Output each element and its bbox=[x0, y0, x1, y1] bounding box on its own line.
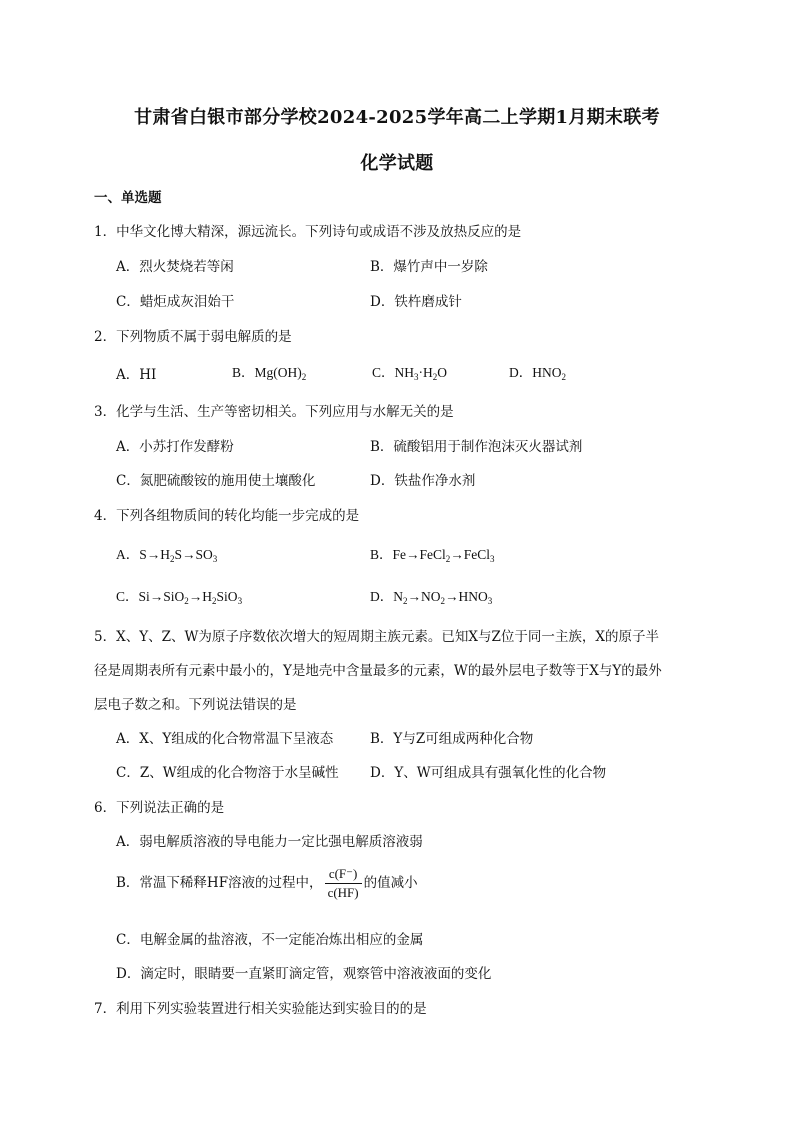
q1-option-d: D．铁杵磨成针 bbox=[370, 294, 462, 310]
formula-part: HNO bbox=[458, 589, 488, 604]
arrow-symbol: → bbox=[188, 589, 203, 604]
formula-part: O bbox=[437, 365, 448, 380]
q3-option-c: C．氮肥硫酸铵的施用使土壤酸化 bbox=[116, 473, 316, 489]
q2-option-c bbox=[372, 361, 447, 382]
q5-stem-line3: 层电子数之和。下列说法错误的是 bbox=[94, 697, 297, 713]
q2-option-a: A．HI bbox=[116, 367, 157, 383]
formula-part: H bbox=[202, 589, 213, 604]
subscript: 3 bbox=[414, 372, 419, 382]
q4-option-b bbox=[370, 543, 495, 564]
q6-option-a: A．弱电解质溶液的导电能力一定比强电解质溶液弱 bbox=[116, 834, 423, 850]
q2-option-d bbox=[509, 361, 566, 382]
formula-part: SiO bbox=[163, 589, 185, 604]
q2-option-c-label: C． bbox=[372, 365, 395, 380]
q3-option-d: D．铁盐作净水剂 bbox=[370, 473, 476, 489]
formula-part: N bbox=[393, 589, 403, 604]
exam-subtitle: 化学试题 bbox=[360, 153, 434, 174]
q1-option-c: C．蜡炬成灰泪始干 bbox=[116, 294, 235, 310]
arrow-symbol: → bbox=[407, 589, 421, 604]
subscript: 3 bbox=[212, 554, 218, 564]
q5-stem-line2: 径是周期表所有元素中最小的，Y是地壳中含量最多的元素，W的最外层电子数等于X与Y的最外 bbox=[94, 663, 662, 679]
q4-option-c bbox=[116, 585, 242, 606]
q1-stem: 1．中华文化博大精深，源远流长。下列诗句或成语不涉及放热反应的是 bbox=[94, 224, 522, 240]
q4-option-a-label: A． bbox=[116, 547, 140, 562]
q4-stem: 4．下列各组物质间的转化均能一步完成的是 bbox=[94, 508, 360, 524]
q2-stem: 2．下列物质不属于弱电解质的是 bbox=[94, 329, 292, 345]
subscript: 2 bbox=[170, 554, 175, 564]
q6-option-b-text: B．常温下稀释HF溶液的过程中， bbox=[116, 875, 323, 891]
exam-title: 甘肃省白银市部分学校2024-2025学年高二上学期1月期末联考 bbox=[134, 107, 660, 128]
q3-stem: 3．化学与生活、生产等密切相关。下列应用与水解无关的是 bbox=[94, 404, 454, 420]
q6-option-c: C．电解金属的盐溶液，不一定能冶炼出相应的金属 bbox=[116, 932, 424, 948]
q2-option-d-label: D． bbox=[509, 365, 533, 380]
fraction bbox=[325, 866, 362, 901]
subscript: 2 bbox=[440, 596, 445, 606]
q5-stem-line1: 5．X、Y、Z、W为原子序数依次增大的短周期主族元素。已知X与Z位于同一主族，X的原子半 bbox=[94, 629, 659, 645]
q6-stem: 6．下列说法正确的是 bbox=[94, 800, 225, 816]
q1-option-a: A．烈火焚烧若等闲 bbox=[116, 259, 234, 275]
formula-part: NH bbox=[394, 365, 415, 380]
subscript: 2 bbox=[403, 596, 408, 606]
arrow-symbol: → bbox=[182, 547, 196, 562]
fraction-denominator: c(HF) bbox=[327, 885, 359, 900]
formula-part: H bbox=[160, 547, 171, 562]
subscript: 2 bbox=[445, 554, 451, 564]
q2-option-b-label: B． bbox=[232, 365, 255, 380]
q6-option-d: D．滴定时，眼睛要一直紧盯滴定管，观察管中溶液液面的变化 bbox=[116, 966, 492, 982]
formula-part: Fe bbox=[392, 547, 407, 562]
subscript: 2 bbox=[184, 596, 189, 606]
formula-part: Si bbox=[138, 589, 150, 604]
q2-option-b-formula: Mg(OH) bbox=[254, 365, 302, 380]
formula-part: FeCl bbox=[419, 547, 446, 562]
q5-option-d: D．Y、W可组成具有强氧化性的化合物 bbox=[370, 765, 607, 781]
formula-part: HNO bbox=[532, 365, 562, 380]
q4-option-d-label: D． bbox=[370, 589, 394, 604]
arrow-symbol: → bbox=[149, 589, 164, 604]
q2-option-b bbox=[232, 361, 306, 382]
arrow-symbol: → bbox=[406, 547, 420, 562]
subscript: 3 bbox=[490, 554, 495, 564]
q6-option-b bbox=[116, 866, 418, 901]
q5-option-c: C．Z、W组成的化合物溶于水呈碱性 bbox=[116, 765, 339, 781]
formula-part: S bbox=[139, 547, 147, 562]
q1-option-b: B．爆竹声中一岁除 bbox=[370, 259, 488, 275]
formula-part: S bbox=[174, 547, 183, 562]
q5-option-b: B．Y与Z可组成两种化合物 bbox=[370, 731, 534, 747]
q4-option-d bbox=[370, 585, 492, 606]
q3-option-b: B．硫酸铝用于制作泡沫灭火器试剂 bbox=[370, 439, 583, 455]
formula-part: FeCl bbox=[463, 547, 491, 562]
formula-part: SiO bbox=[216, 589, 238, 604]
subscript: 2 bbox=[301, 372, 307, 382]
q6-option-b-text-end: 的值减小 bbox=[363, 875, 418, 891]
subscript: 3 bbox=[487, 596, 493, 606]
subscript: 2 bbox=[212, 596, 217, 606]
q3-option-a: A．小苏打作发酵粉 bbox=[116, 439, 234, 455]
section-heading: 一、单选题 bbox=[94, 190, 162, 206]
q4-option-a bbox=[116, 543, 217, 564]
arrow-symbol: → bbox=[445, 589, 459, 604]
q5-option-a: A．X、Y组成的化合物常温下呈液态 bbox=[116, 731, 334, 747]
arrow-symbol: → bbox=[146, 547, 161, 562]
subscript: 3 bbox=[237, 596, 243, 606]
arrow-symbol: → bbox=[450, 547, 464, 562]
fraction-numerator: c(F⁻) bbox=[325, 866, 362, 884]
q4-option-b-label: B． bbox=[370, 547, 393, 562]
subscript: 2 bbox=[432, 372, 438, 382]
formula-part: NO bbox=[421, 589, 441, 604]
formula-part: ·H bbox=[418, 365, 433, 380]
formula-part: SO bbox=[195, 547, 213, 562]
q4-option-c-label: C． bbox=[116, 589, 139, 604]
q7-stem: 7．利用下列实验装置进行相关实验能达到实验目的的是 bbox=[94, 1001, 427, 1017]
subscript: 2 bbox=[561, 372, 566, 382]
